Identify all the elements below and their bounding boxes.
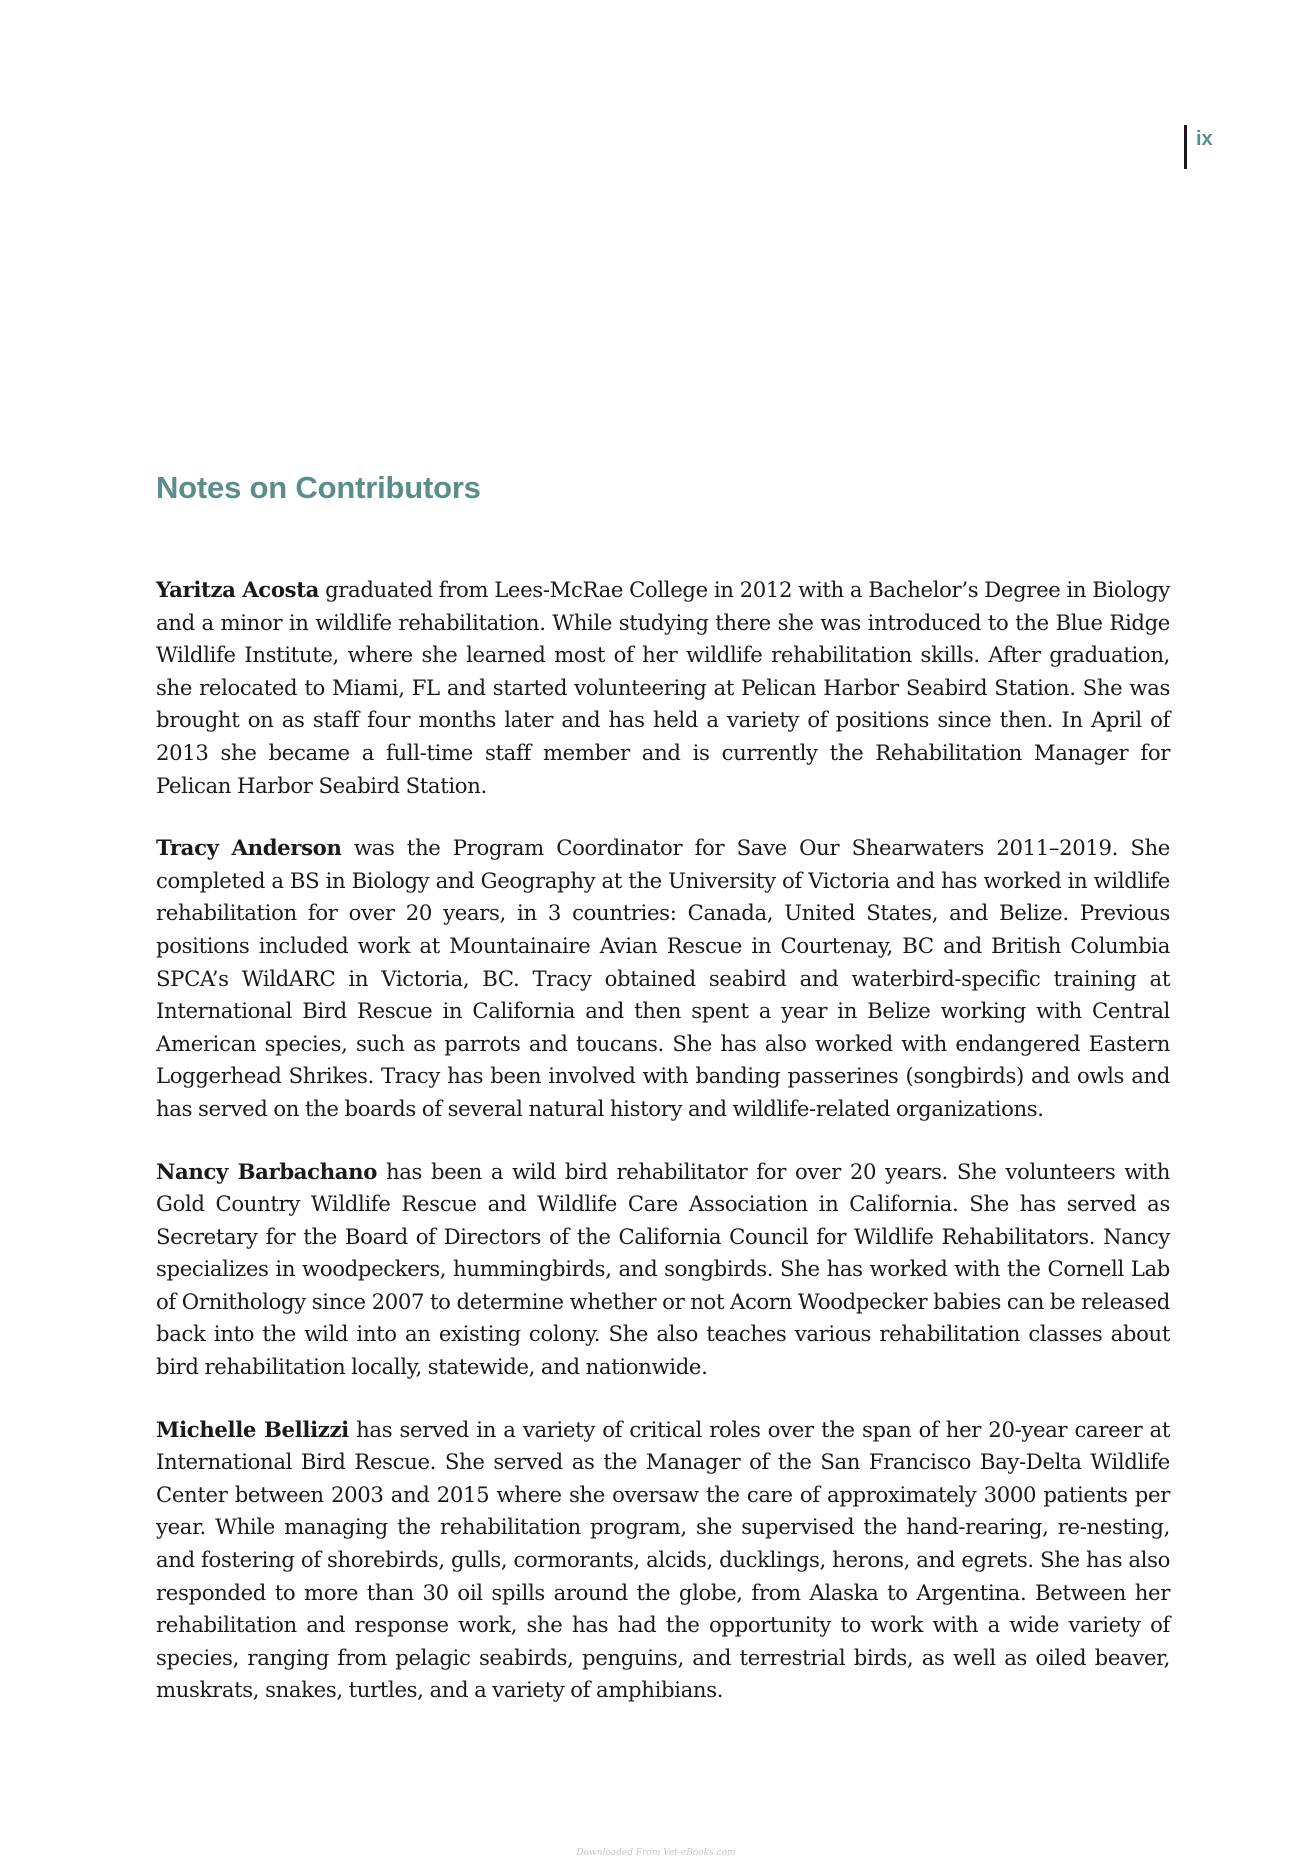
contributor-name: Tracy Anderson: [156, 835, 342, 861]
contributor-name: Michelle Bellizzi: [156, 1416, 349, 1442]
contributor-name: Nancy Barbachano: [156, 1158, 377, 1184]
contributor-bio: [156, 832, 1170, 1125]
contributor-bio: [156, 574, 1170, 802]
contributor-text: has been a wild bird rehabilitator for over 20 years. She volunteers with Gold Country Wildlife Rescue and Wildlife Care Association in California. She has served as Secretary for the Board of Directors of the California Council for Wildlife Rehabilitators. Nancy specializes in woodpeckers, hummingbirds, and songbirds. She has worked with the Cornell Lab of Ornithology since 2007 to determine whether or not Acorn Woodpecker babies can be released back into the wild into an existing colony. She also teaches various rehabilitation classes about bird rehabilitation locally, statewide, and nationwide.: [156, 1158, 1170, 1380]
section-title: Notes on Contributors: [156, 470, 481, 505]
contributor-bio: [156, 1414, 1170, 1707]
footer-watermark: Downloaded From Vet-eBooks.com: [576, 1848, 736, 1858]
contributor-name: Yaritza Acosta: [156, 577, 320, 602]
contributor-text: has served in a variety of critical roles over the span of her 20-year career at International Bird Rescue. She served as the Manager of the San Francisco Bay-Delta Wildlife Center between 2003 and 2015 where she oversaw the care of approximately 3000 patients per year. While managing the rehabilitation program, she supervised the hand-rearing, re-nesting, and fostering of shorebirds, gulls, cormorants, alcids, ducklings, herons, and egrets. She has also responded to more than 30 oil spills around the globe, from Alaska to Argentina. Between her rehabilitation and response work, she has had the opportunity to work with a wide variety of species, ranging from pelagic seabirds, penguins, and terrestrial birds, as well as oiled beaver, muskrats, snakes, turtles, and a variety of amphibians.: [156, 1416, 1170, 1703]
contributor-bio: [156, 1156, 1170, 1384]
page-number-rule: [1184, 125, 1187, 169]
contributor-text: was the Program Coordinator for Save Our Shearwaters 2011–2019. She completed a BS in Biology and Geography at the University of Victoria and has worked in wildlife rehabilitation for over 20 years, in 3 countries: Canada, United States, and Belize. Previous positions included work at Mountainaire Avian Rescue in Courtenay, BC and British Columbia SPCA’s WildARC in Victoria, BC. Tracy obtained seabird and waterbird-specific training at International Bird Rescue in California and then spent a year in Belize working with Central American species, such as parrots and toucans. She has also worked with endangered Eastern Loggerhead Shrikes. Tracy has been involved with banding passerines (songbirds) and owls and has served on the boards of several natural history and wildlife-related organizations.: [156, 835, 1171, 1121]
contributor-text: graduated from Lees-McRae College in 2012 with a Bachelor’s Degree in Biology and a minor in wildlife rehabilitation. While studying there she was introduced to the Blue Ridge Wildlife Institute, where she learned most of her wildlife rehabilitation skills. After graduation, she relocated to Miami, FL and started volunteering at Pelican Harbor Seabird Station. She was brought on as staff four months later and has held a variety of positions since then. In April of 2013 she became a full-time staff member and is currently the Rehabilitation Manager for Pelican Harbor Seabird Station.: [156, 577, 1170, 798]
page-number: ix: [1196, 128, 1213, 150]
contributor-list: [156, 574, 1170, 1737]
